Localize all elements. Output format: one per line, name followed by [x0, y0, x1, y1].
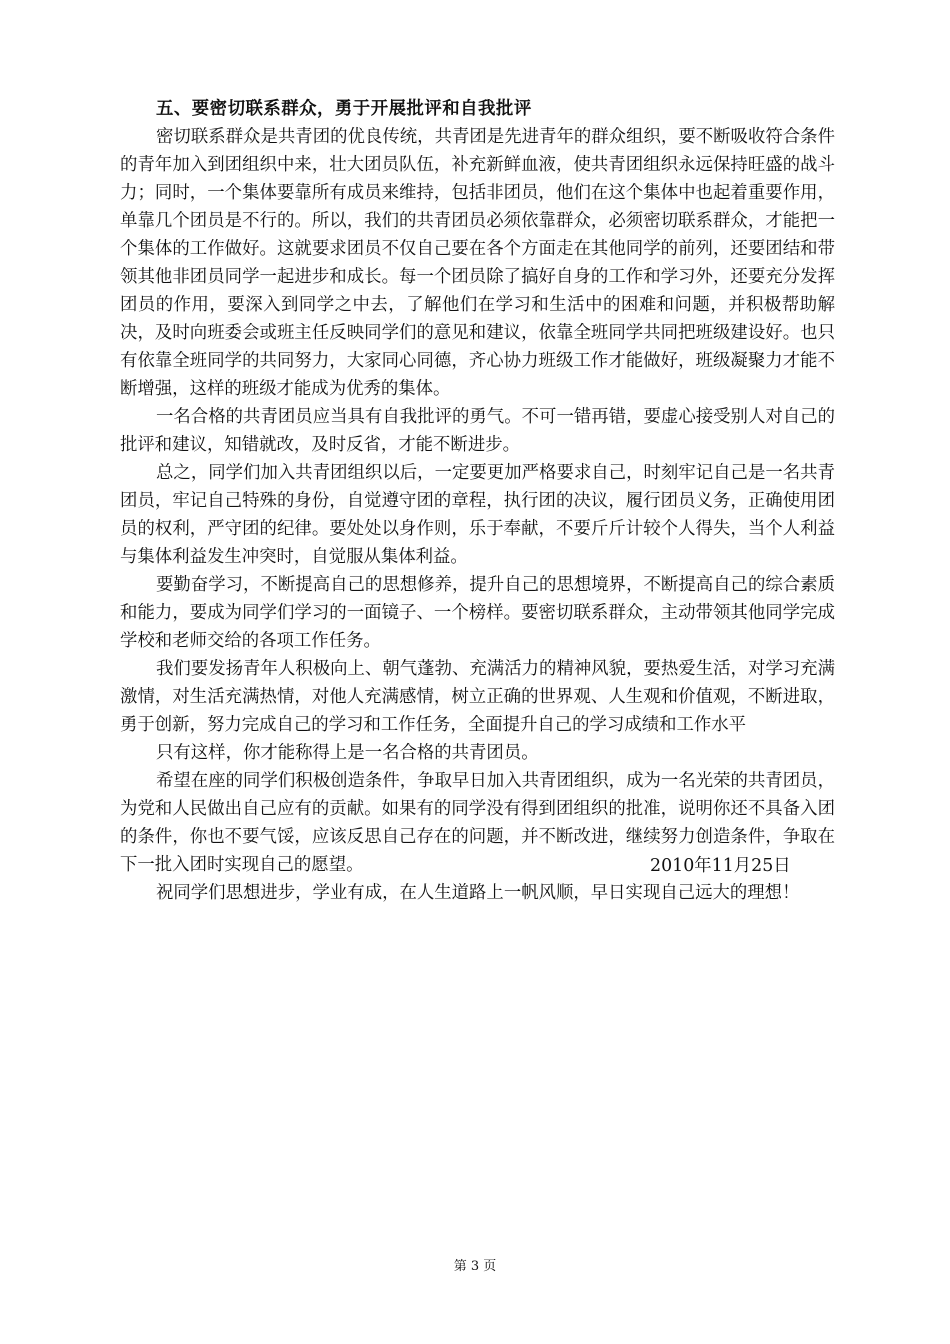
paragraph-2: 一名合格的共青团员应当具有自我批评的勇气。不可一错再错，要虚心接受别人对自己的批评和建议，知错就改，及时反省，才能不断进步。 [120, 407, 835, 455]
document-date: 2010年11月25日 [650, 856, 791, 876]
paragraph-3: 总之，同学们加入共青团组织以后，一定要更加严格要求自己，时刻牢记自己是一名共青团员，牢记自己特殊的身份，自觉遵守团的章程，执行团的决议，履行团员义务，正确使用团员的权利，严守团的纪律。要处处以身作则，乐于奉献，不要斤斤计较个人得失，当个人利益与集体利益发生冲突时，自觉服从集体利益。 [120, 463, 835, 567]
paragraph-4: 要勤奋学习，不断提高自己的思想修养，提升自己的思想境界，不断提高自己的综合素质和能力，要成为同学们学习的一面镜子、一个榜样。要密切联系群众，主动带领其他同学完成学校和老师交给的各项工作任务。 [120, 575, 835, 651]
document-body [120, 95, 835, 907]
paragraph-1: 密切联系群众是共青团的优良传统，共青团是先进青年的群众组织，要不断吸收符合条件的青年加入到团组织中来，壮大团员队伍，补充新鲜血液，使共青团组织永远保持旺盛的战斗力；同时，一个集体要靠所有成员来维持，包括非团员，他们在这个集体中也起着重要作用，单靠几个团员是不行的。所以，我们的共青团员必须依靠群众，必须密切联系群众，才能把一个集体的工作做好。这就要求团员不仅自己要在各个方面走在其他同学的前列，还要团结和带领其他非团员同学一起进步和成长。每一个团员除了搞好自身的工作和学习外，还要充分发挥团员的作用，要深入到同学之中去，了解他们在学习和生活中的困难和问题，并积极帮助解决，及时向班委会或班主任反映同学们的意见和建议，依靠全班同学共同把班级建设好。也只有依靠全班同学的共同努力，大家同心同德，齐心协力班级工作才能做好，班级凝聚力才能不断增强，这样的班级才能成为优秀的集体。 [120, 127, 835, 399]
page-number: 第 3 页 [453, 1259, 497, 1274]
paragraph-8: 祝同学们思想进步，学业有成，在人生道路上一帆风顺，早日实现自己远大的理想！ [156, 883, 800, 903]
paragraph-5: 我们要发扬青年人积极向上、朝气蓬勃、充满活力的精神风貌，要热爱生活，对学习充满激情，对生活充满热情，对他人充满感情，树立正确的世界观、人生观和价值观，不断进取，勇于创新，努力完成自己的学习和工作任务，全面提升自己的学习成绩和工作水平 [120, 659, 835, 735]
section-heading: 五、要密切联系群众，勇于开展批评和自我批评 [156, 99, 532, 119]
paragraph-6: 只有这样，你才能称得上是一名合格的共青团员。 [156, 743, 539, 763]
paragraph-7: 希望在座的同学们积极创造条件，争取早日加入共青团组织，成为一名光荣的共青团员，为党和人民做出自己应有的贡献。如果有的同学没有得到团组织的批准，说明你还不具备入团的条件，你也不要气馁，应该反思自己存在的问题，并不断改进，继续努力创造条件，争取在下一批入团时实现自己的愿望。 [120, 771, 835, 875]
